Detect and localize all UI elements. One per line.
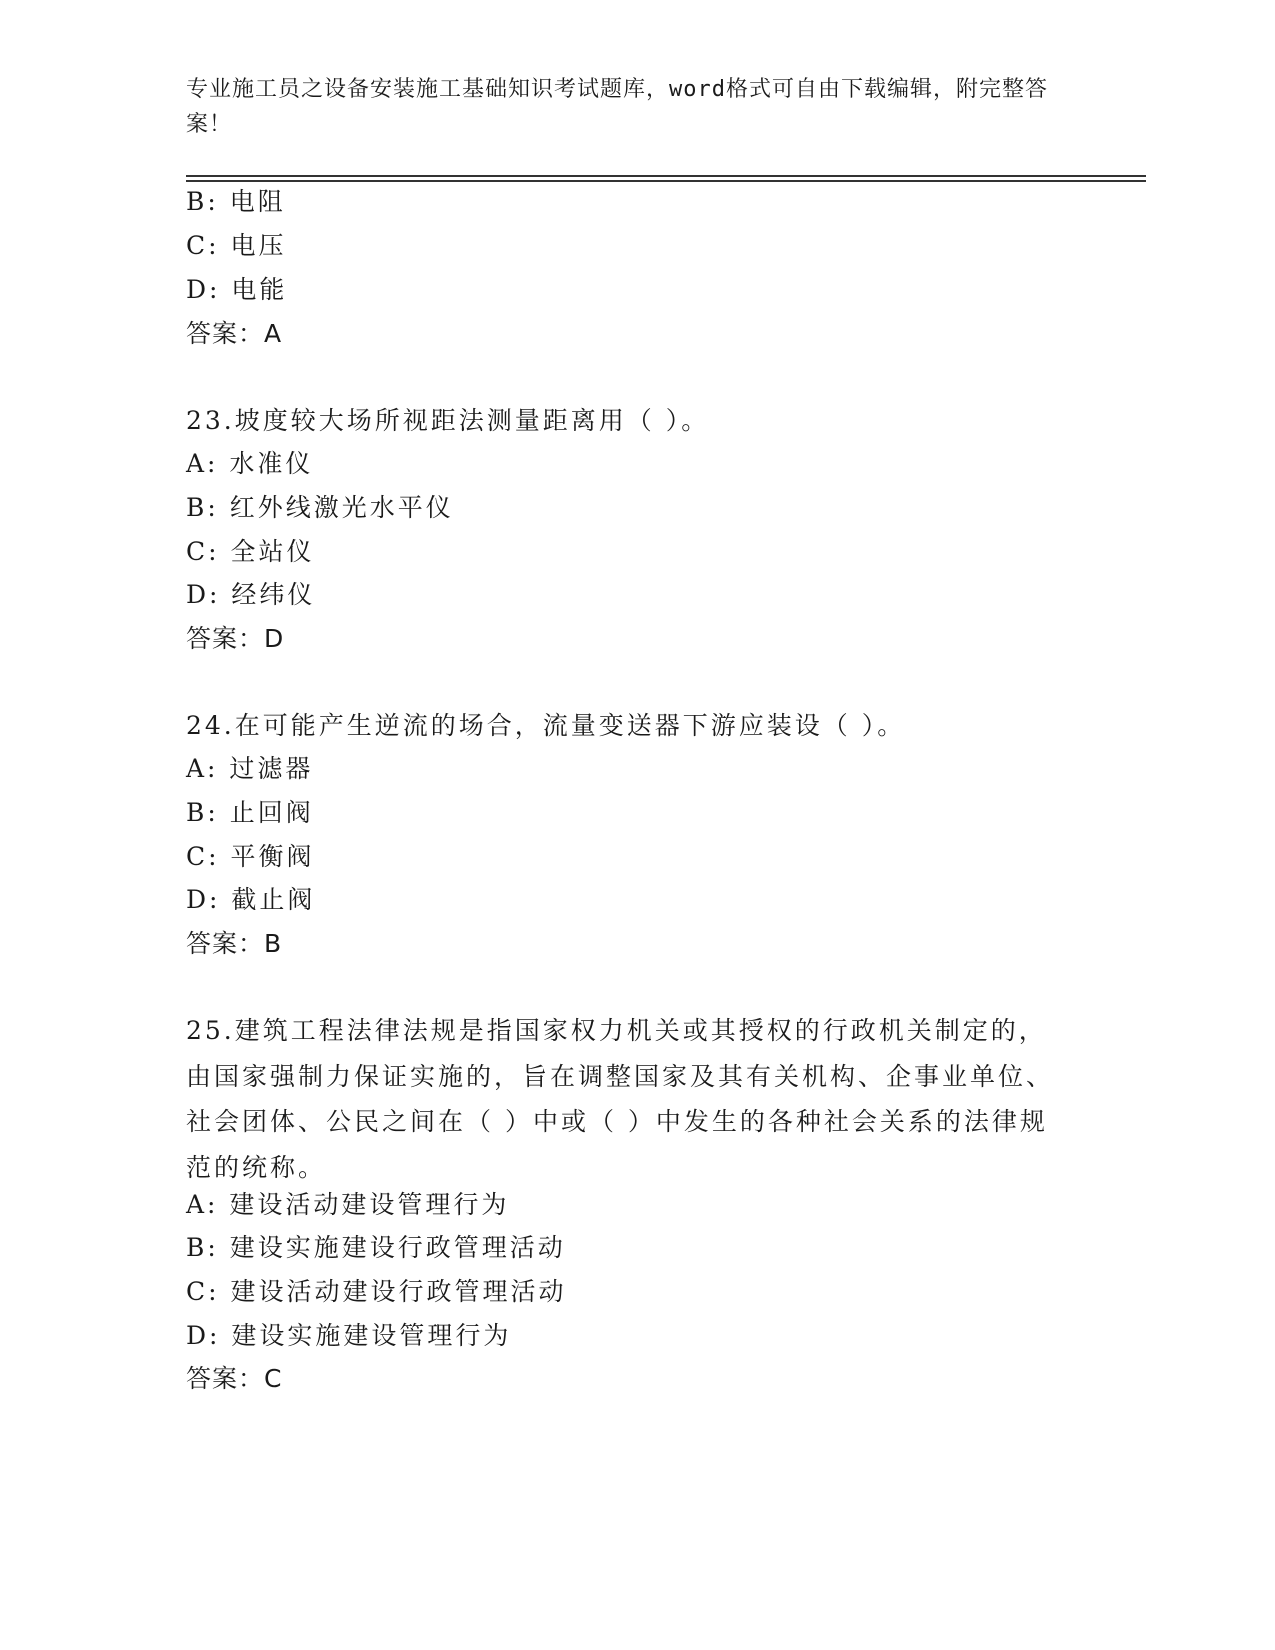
option-c: C: 建设活动建设行政管理活动 [186, 1277, 567, 1306]
option-c: C: 电压 [186, 231, 287, 260]
document-header: 专业施工员之设备安装施工基础知识考试题库，word格式可自由下载编辑，附完整答案！ [186, 77, 1048, 137]
option-d: D: 截止阀 [186, 885, 316, 914]
option-c: C: 平衡阀 [186, 842, 315, 871]
option-b: B: 红外线激光水平仪 [186, 493, 454, 522]
option-c: C: 全站仪 [186, 537, 315, 566]
header-divider-top [186, 175, 1146, 177]
option-b: B: 止回阀 [186, 798, 314, 827]
answer-line: 答案：D [186, 624, 285, 653]
option-a: A: 水准仪 [186, 449, 314, 478]
option-a: A: 建设活动建设管理行为 [186, 1190, 510, 1219]
header-divider-bottom [186, 180, 1146, 182]
option-b: B: 建设实施建设行政管理活动 [186, 1233, 566, 1262]
option-d: D: 建设实施建设管理行为 [186, 1321, 512, 1350]
option-b: B: 电阻 [186, 187, 286, 216]
option-a: A: 过滤器 [186, 754, 314, 783]
question-stem: 24.在可能产生逆流的场合，流量变送器下游应装设（ ）。 [186, 711, 906, 740]
question-stem: 23.坡度较大场所视距法测量距离用（ ）。 [186, 406, 710, 435]
option-d: D: 经纬仪 [186, 580, 316, 609]
answer-line: 答案：C [186, 1364, 283, 1393]
option-d: D: 电能 [186, 275, 288, 304]
answer-line: 答案：A [186, 319, 283, 348]
answer-line: 答案：B [186, 929, 283, 958]
question-stem: 25.建筑工程法律法规是指国家权力机关或其授权的行政机关制定的，由国家强制力保证实施的，旨在调整国家及其有关机构、企事业单位、社会团体、公民之间在（ ）中或（ ）中发生的各种社会关系的法律规范的统称。 [186, 1016, 1055, 1182]
